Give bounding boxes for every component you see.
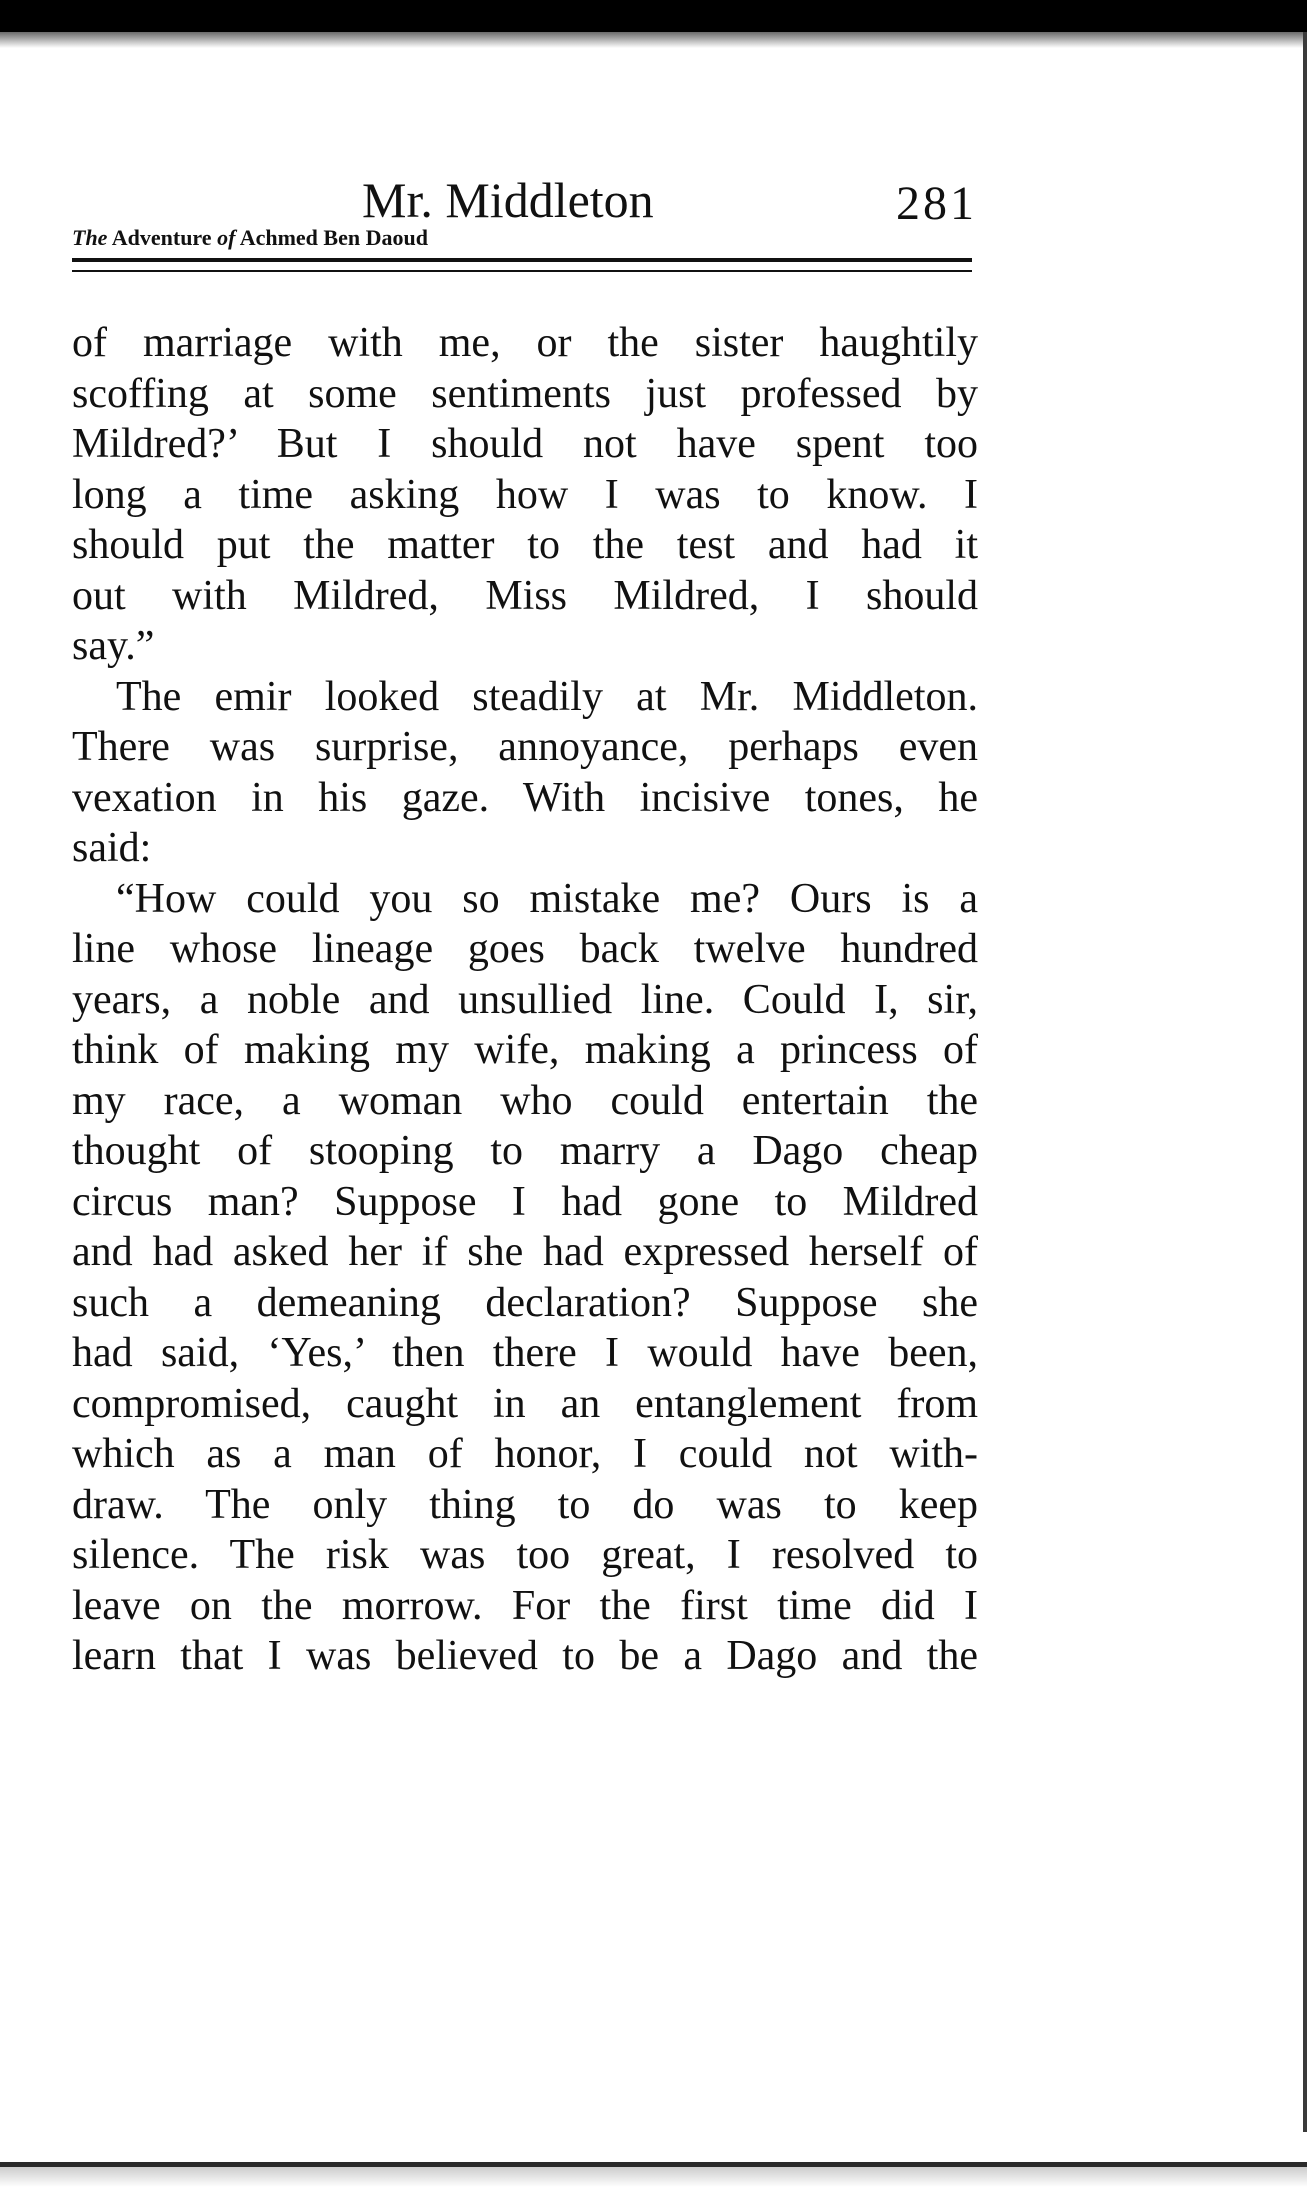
text-line: Mildred?’ But I should not have spent too [72, 421, 978, 467]
page-number: 281 [896, 177, 977, 230]
text-line: say.” [72, 623, 155, 669]
scan-bottom-speckle [0, 2167, 1307, 2187]
text-line: years, a noble and unsullied line. Could I, sir, [72, 976, 978, 1023]
chapter-title-word: Adventure [111, 225, 212, 250]
paragraph-start-line: The emir looked steadily at Mr. Middleton. [116, 673, 978, 720]
text-line: leave on the morrow. For the first time did I [72, 1582, 978, 1629]
text-line: compromised, caught in an entanglement from [72, 1380, 978, 1427]
text-line: had said, ‘Yes,’ then there I would have been, [72, 1330, 978, 1376]
text-line: of marriage with me, or the sister haughtily [72, 320, 978, 366]
text-line: think of making my wife, making a princess of [72, 1027, 978, 1073]
text-line: scoffing at some sentiments just professed by [72, 370, 978, 417]
text-line: said: [72, 825, 152, 871]
text-line: which as a man of honor, I could not with- [72, 1431, 978, 1477]
chapter-title [72, 224, 428, 252]
running-head [72, 160, 977, 280]
text-line: long a time asking how I was to know. I [72, 471, 978, 518]
text-line: should put the matter to the test and had it [72, 522, 978, 568]
chapter-title-name: Achmed Ben Daoud [239, 225, 428, 250]
text-line: There was surprise, annoyance, perhaps even [72, 724, 978, 770]
text-line: line whose lineage goes back twelve hundred [72, 926, 978, 972]
text-line: learn that I was believed to be a Dago and the [72, 1633, 978, 1679]
running-title: Mr. Middleton [362, 172, 654, 228]
scan-right-edge [1303, 32, 1307, 2132]
text-line: my race, a woman who could entertain the [72, 1077, 978, 1124]
chapter-title-of: of [217, 225, 236, 250]
text-line: silence. The risk was too great, I resolved to [72, 1532, 978, 1578]
text-line: such a demeaning declaration? Suppose she [72, 1279, 978, 1326]
header-rule-thin [72, 270, 972, 272]
text-line: and had asked her if she had expressed herself of [72, 1229, 978, 1275]
header-rule-thick [72, 258, 972, 262]
text-line: circus man? Suppose I had gone to Mildred [72, 1178, 978, 1225]
text-line: vexation in his gaze. With incisive tones, he [72, 774, 978, 821]
chapter-title-lead: The [72, 225, 108, 250]
body-text [72, 318, 978, 1682]
scan-top-edge [0, 0, 1307, 32]
paragraph-start-line: “How could you so mistake me? Ours is a [116, 875, 978, 922]
text-line: out with Mildred, Miss Mildred, I should [72, 572, 978, 619]
text-line: thought of stooping to marry a Dago cheap [72, 1128, 978, 1174]
text-line: draw. The only thing to do was to keep [72, 1481, 978, 1528]
scan-top-shadow [0, 32, 1307, 48]
